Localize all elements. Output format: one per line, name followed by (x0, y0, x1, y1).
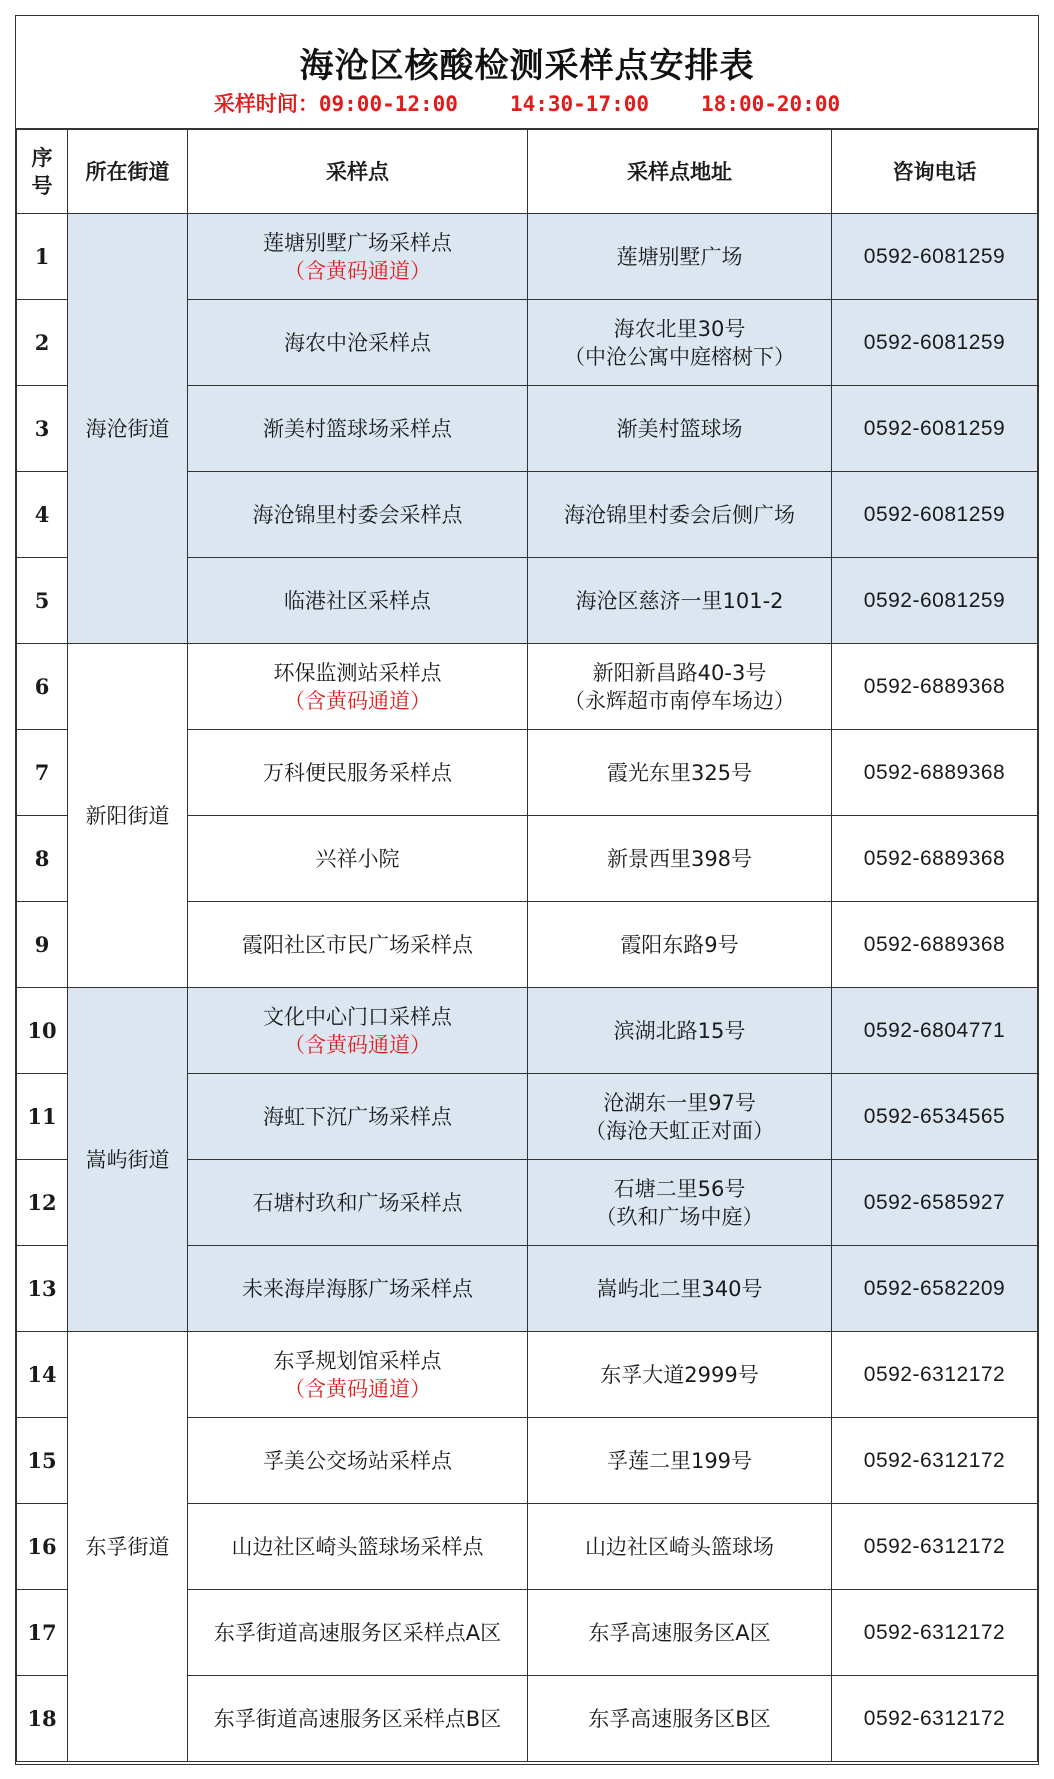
yellow-code-note: （含黄码通道） (284, 688, 431, 713)
title-block (16, 16, 1038, 129)
site-name-cell (188, 988, 528, 1074)
site-address: 海农北里30号 (613, 316, 746, 341)
site-address-cell (528, 816, 832, 902)
row-number: 17 (17, 1590, 68, 1676)
site-name-cell (188, 1504, 528, 1590)
site-address: 新阳新昌路40-3号 (592, 660, 767, 685)
site-name-cell (188, 1246, 528, 1332)
row-number: 15 (17, 1418, 68, 1504)
header-street: 所在街道 (68, 130, 188, 214)
site-name-cell (188, 1590, 528, 1676)
street-name: 东孚街道 (68, 1332, 188, 1762)
site-address-cell (528, 214, 832, 300)
header-no-line: 序 (31, 145, 53, 170)
site-name: 山边社区崎头篮球场采样点 (231, 1534, 484, 1559)
site-address: 新景西里398号 (606, 846, 753, 871)
sampling-time-slot: 14:30-17:00 (509, 92, 650, 116)
phone-number: 0592-6312172 (832, 1504, 1038, 1590)
site-name-cell (188, 1418, 528, 1504)
site-address: 孚莲二里199号 (606, 1448, 753, 1473)
row-number: 7 (17, 730, 68, 816)
site-name: 东孚街道高速服务区采样点A区 (213, 1620, 502, 1645)
sampling-time-label: 采样时间： (213, 92, 319, 116)
yellow-code-note: （含黄码通道） (284, 258, 431, 283)
site-name: 渐美村篮球场采样点 (263, 416, 452, 441)
phone-number: 0592-6889368 (832, 730, 1038, 816)
site-name: 孚美公交场站采样点 (263, 1448, 452, 1473)
phone-number: 0592-6889368 (832, 644, 1038, 730)
site-address: 海沧锦里村委会后侧广场 (564, 502, 795, 527)
phone-number: 0592-6534565 (832, 1074, 1038, 1160)
row-number: 3 (17, 386, 68, 472)
sampling-time-slot: 09:00-12:00 (318, 92, 458, 116)
table-row (17, 988, 1038, 1074)
site-address: 山边社区崎头篮球场 (585, 1534, 774, 1559)
header-no (17, 130, 68, 214)
site-name: 莲塘别墅广场采样点 (263, 230, 452, 255)
site-name-cell (188, 730, 528, 816)
site-address-cell (528, 300, 832, 386)
table-header-row (17, 130, 1038, 214)
yellow-code-note: （含黄码通道） (284, 1376, 431, 1401)
phone-number: 0592-6081259 (832, 558, 1038, 644)
phone-number: 0592-6889368 (832, 902, 1038, 988)
site-name-cell (188, 1332, 528, 1418)
site-address: 滨湖北路15号 (613, 1018, 746, 1043)
site-name-cell (188, 214, 528, 300)
site-name-cell (188, 902, 528, 988)
site-address-cell (528, 1332, 832, 1418)
row-number: 5 (17, 558, 68, 644)
site-name-cell (188, 1074, 528, 1160)
table-row (17, 214, 1038, 300)
phone-number: 0592-6081259 (832, 472, 1038, 558)
site-address-note: （玖和广场中庭） (595, 1204, 764, 1229)
phone-number: 0592-6312172 (832, 1676, 1038, 1762)
site-address: 莲塘别墅广场 (616, 244, 743, 269)
street-name: 新阳街道 (68, 644, 188, 988)
site-name-cell (188, 300, 528, 386)
schedule-sheet (15, 15, 1039, 1765)
phone-number: 0592-6312172 (832, 1418, 1038, 1504)
site-name: 霞阳社区市民广场采样点 (242, 932, 473, 957)
sampling-time-slot: 18:00-20:00 (701, 92, 841, 116)
site-address-cell (528, 1676, 832, 1762)
site-address-cell (528, 988, 832, 1074)
site-address-cell (528, 1590, 832, 1676)
table-row (17, 1332, 1038, 1418)
sampling-time (16, 88, 1038, 118)
row-number: 18 (17, 1676, 68, 1762)
row-number: 1 (17, 214, 68, 300)
row-number: 11 (17, 1074, 68, 1160)
site-address-note: （中沧公寓中庭榕树下） (564, 344, 795, 369)
site-name: 东孚规划馆采样点 (273, 1348, 442, 1373)
header-no-line: 号 (31, 173, 53, 198)
site-address-cell (528, 1418, 832, 1504)
row-number: 16 (17, 1504, 68, 1590)
phone-number: 0592-6081259 (832, 300, 1038, 386)
header-address: 采样点地址 (528, 130, 832, 214)
phone-number: 0592-6585927 (832, 1160, 1038, 1246)
phone-number: 0592-6889368 (832, 816, 1038, 902)
phone-number: 0592-6582209 (832, 1246, 1038, 1332)
site-address-note: （永辉超市南停车场边） (564, 688, 795, 713)
site-address: 渐美村篮球场 (616, 416, 743, 441)
phone-number: 0592-6312172 (832, 1590, 1038, 1676)
row-number: 12 (17, 1160, 68, 1246)
site-name-cell (188, 1676, 528, 1762)
site-address-cell (528, 386, 832, 472)
site-address-cell (528, 730, 832, 816)
site-address-note: （海沧天虹正对面） (585, 1118, 774, 1143)
street-name: 海沧街道 (68, 214, 188, 644)
site-address: 东孚高速服务区B区 (588, 1706, 771, 1731)
row-number: 13 (17, 1246, 68, 1332)
site-address: 霞阳东路9号 (620, 932, 739, 957)
sampling-sites-table (16, 129, 1038, 1762)
site-name-cell (188, 816, 528, 902)
site-name: 海农中沧采样点 (284, 330, 431, 355)
table-body (17, 214, 1038, 1762)
site-address: 石塘二里56号 (613, 1176, 746, 1201)
site-name: 海沧锦里村委会采样点 (252, 502, 463, 527)
site-address-cell (528, 902, 832, 988)
phone-number: 0592-6804771 (832, 988, 1038, 1074)
header-phone: 咨询电话 (832, 130, 1038, 214)
row-number: 14 (17, 1332, 68, 1418)
site-name-cell (188, 644, 528, 730)
yellow-code-note: （含黄码通道） (284, 1032, 431, 1057)
site-address: 东孚高速服务区A区 (588, 1620, 771, 1645)
row-number: 9 (17, 902, 68, 988)
site-address-cell (528, 472, 832, 558)
site-address-cell (528, 558, 832, 644)
site-address-cell (528, 1504, 832, 1590)
site-address: 沧湖东一里97号 (603, 1090, 756, 1115)
site-address-cell (528, 1074, 832, 1160)
site-name-cell (188, 386, 528, 472)
site-address: 霞光东里325号 (606, 760, 753, 785)
phone-number: 0592-6081259 (832, 214, 1038, 300)
site-name-cell (188, 1160, 528, 1246)
site-name: 临港社区采样点 (284, 588, 431, 613)
page-title: 海沧区核酸检测采样点安排表 (299, 46, 755, 86)
site-address: 海沧区慈济一里101-2 (575, 588, 784, 613)
site-name: 兴祥小院 (315, 846, 400, 871)
site-name: 海虹下沉广场采样点 (263, 1104, 452, 1129)
table-row (17, 644, 1038, 730)
site-address: 东孚大道2999号 (600, 1362, 759, 1387)
site-name: 环保监测站采样点 (273, 660, 442, 685)
site-name: 未来海岸海豚广场采样点 (242, 1276, 473, 1301)
site-name-cell (188, 472, 528, 558)
site-address-cell (528, 1160, 832, 1246)
site-address-cell (528, 644, 832, 730)
row-number: 10 (17, 988, 68, 1074)
phone-number: 0592-6081259 (832, 386, 1038, 472)
row-number: 4 (17, 472, 68, 558)
site-name: 文化中心门口采样点 (263, 1004, 452, 1029)
site-name: 石塘村玖和广场采样点 (252, 1190, 463, 1215)
row-number: 8 (17, 816, 68, 902)
site-name: 东孚街道高速服务区采样点B区 (213, 1706, 502, 1731)
row-number: 2 (17, 300, 68, 386)
site-name: 万科便民服务采样点 (263, 760, 452, 785)
row-number: 6 (17, 644, 68, 730)
site-address-cell (528, 1246, 832, 1332)
site-name-cell (188, 558, 528, 644)
header-site: 采样点 (188, 130, 528, 214)
phone-number: 0592-6312172 (832, 1332, 1038, 1418)
street-name: 嵩屿街道 (68, 988, 188, 1332)
site-address: 嵩屿北二里340号 (596, 1276, 763, 1301)
